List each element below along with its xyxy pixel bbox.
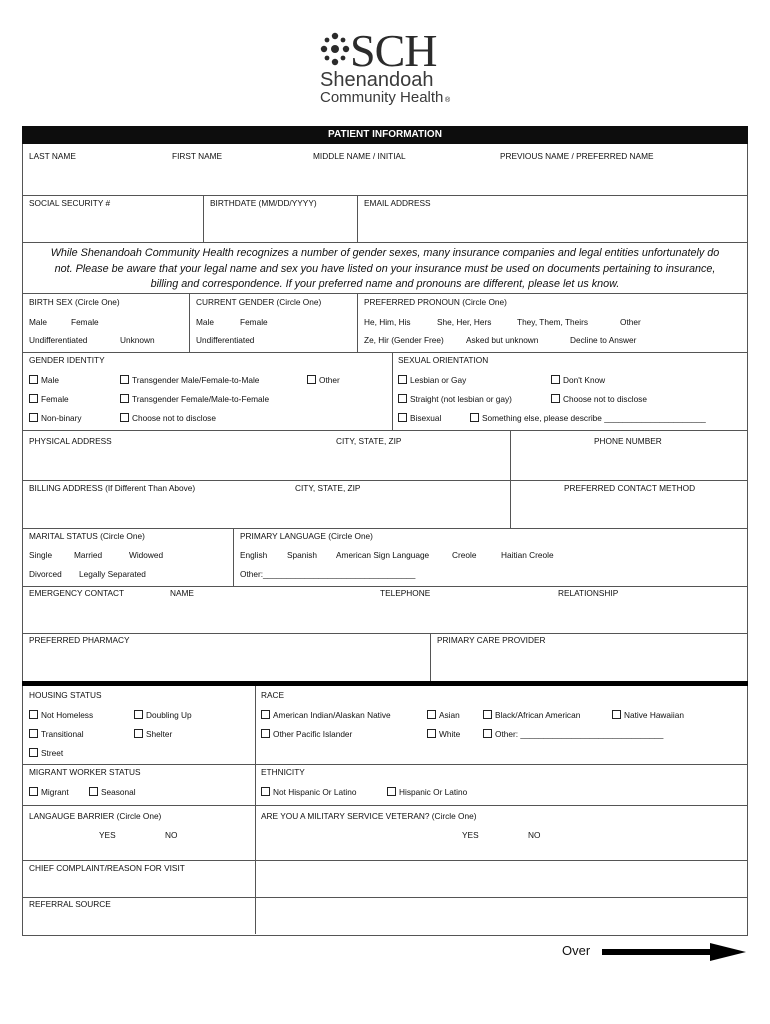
veteran-label: ARE YOU A MILITARY SERVICE VETERAN? (Circle One) [261,811,477,821]
billing-address-field[interactable] [24,496,508,526]
housing-doubling-checkbox[interactable] [134,710,192,719]
housing-shelter-checkbox[interactable] [134,729,172,738]
billing-address-label: BILLING ADDRESS (If Different Than Above) [29,483,196,493]
current-gender-undiff[interactable]: Undifferentiated [196,335,255,345]
pronoun-decline[interactable]: Decline to Answer [570,335,637,345]
ethnicity-label: ETHNICITY [261,767,305,777]
marital-label: MARITAL STATUS (Circle One) [29,531,145,541]
language-asl[interactable]: American Sign Language [336,550,430,560]
logo-reg: ® [445,97,451,104]
so-dontknow-checkbox[interactable] [551,375,605,384]
pronoun-he[interactable]: He, Him, His [364,317,411,327]
patient-info-header: PATIENT INFORMATION [22,126,748,144]
migrant-migrant-text: Migrant [41,787,69,797]
emergency-label: EMERGENCY CONTACT [29,588,125,598]
checkbox-icon [29,787,38,796]
race-asian-checkbox[interactable] [427,710,460,719]
checkbox-icon [387,787,396,796]
so-choose-text: Choose not to disclose [563,394,647,404]
last-name-label: LAST NAME [29,151,76,161]
birth-sex-female[interactable]: Female [71,317,99,327]
checkbox-icon [398,413,407,422]
birthdate-label: BIRTHDATE (MM/DD/YYYY) [210,198,317,208]
housing-not-homeless-checkbox[interactable] [29,710,93,719]
race-black-checkbox[interactable] [483,710,580,719]
race-pacific-text: Other Pacific Islander [273,729,353,739]
notice-line-3: billing and correspondence. If your preferred name and pronouns are different, please let us know. [150,278,620,290]
gi-male-checkbox[interactable] [29,375,59,384]
gi-other-text: Other [319,375,340,385]
checkbox-icon [483,710,492,719]
checkbox-icon [427,729,436,738]
gi-male-text: Male [41,375,59,385]
checkbox-icon [261,710,270,719]
housing-not-homeless-text: Not Homeless [41,710,94,720]
so-bisexual-checkbox[interactable] [398,413,441,422]
emergency-field[interactable] [24,601,746,631]
housing-doubling-text: Doubling Up [146,710,192,720]
logo-sub: Community Health [320,89,444,106]
checkbox-icon [29,748,38,757]
contact-method-field[interactable] [512,496,745,526]
race-white-text: White [439,729,461,739]
checkbox-icon [261,787,270,796]
housing-transitional-checkbox[interactable] [29,729,84,738]
physical-address-field[interactable] [24,449,508,477]
race-aian-checkbox[interactable] [261,710,391,719]
current-gender-female[interactable]: Female [240,317,268,327]
over-label: Over [562,943,591,958]
so-something-text: Something else, please describe ______________________ [482,413,706,423]
checkbox-icon [120,394,129,403]
notice-line-1: While Shenandoah Community Health recognizes a number of gender sexes, many insurance companies and legal entities unfortunately do [50,247,720,259]
pronoun-she[interactable]: She, Her, Hers [437,317,492,327]
phone-field[interactable] [512,449,745,477]
checkbox-icon [134,710,143,719]
housing-transitional-text: Transitional [41,729,84,739]
marital-married[interactable]: Married [74,550,103,560]
pharmacy-field[interactable] [24,648,428,678]
referral-field[interactable] [24,912,746,933]
language-creole[interactable]: Creole [452,550,477,560]
race-hawaiian-checkbox[interactable] [612,710,684,719]
checkbox-icon [612,710,621,719]
pronoun-ze[interactable]: Ze, Hir (Gender Free) [364,335,444,345]
housing-street-checkbox[interactable] [29,748,63,757]
arrow-right-icon [602,941,748,963]
migrant-seasonal-text: Seasonal [101,787,136,797]
checkbox-icon [89,787,98,796]
housing-street-text: Street [41,748,64,758]
checkbox-icon [470,413,479,422]
pronoun-they[interactable]: They, Them, Theirs [517,317,589,327]
checkbox-icon [134,729,143,738]
checkbox-icon [261,729,270,738]
checkbox-icon [29,413,38,422]
current-gender-male[interactable]: Male [196,317,214,327]
checkbox-icon [551,375,560,384]
birthdate-field[interactable] [205,210,355,240]
so-lesbian-text: Lesbian or Gay [410,375,467,385]
gender-identity-label: GENDER IDENTITY [29,355,105,365]
ethnicity-not-hispanic-checkbox[interactable] [261,787,356,796]
logo-mark-icon [320,32,350,66]
birth-sex-male[interactable]: Male [29,317,47,327]
ethnicity-hispanic-text: Hispanic Or Latino [399,787,468,797]
checkbox-icon [551,394,560,403]
marital-single[interactable]: Single [29,550,53,560]
checkbox-icon [398,375,407,384]
pcp-field[interactable] [432,648,745,678]
email-label: EMAIL ADDRESS [364,198,431,208]
so-bisexual-text: Bisexual [410,413,442,423]
checkbox-icon [120,413,129,422]
emergency-telephone-label: TELEPHONE [380,588,431,598]
pcp-label: PRIMARY CARE PROVIDER [437,635,546,645]
race-asian-text: Asian [439,710,460,720]
complaint-field[interactable] [24,876,746,896]
language-label: PRIMARY LANGUAGE (Circle One) [240,531,373,541]
race-black-text: Black/African American [495,710,581,720]
pronoun-asked[interactable]: Asked but unknown [466,335,539,345]
checkbox-icon [307,375,316,384]
checkbox-icon [29,394,38,403]
veteran-yes[interactable]: YES [462,830,479,840]
logo-name: Shenandoah [320,69,434,91]
checkbox-icon [29,729,38,738]
gi-nonbinary-text: Non-binary [41,413,82,423]
emergency-relationship-label: RELATIONSHIP [558,588,619,598]
middle-name-label: MIDDLE NAME / INITIAL [313,151,406,161]
gi-other-checkbox[interactable] [307,375,340,384]
ethnicity-not-hispanic-text: Not Hispanic Or Latino [273,787,357,797]
orientation-label: SEXUAL ORIENTATION [398,355,489,365]
gi-choose-text: Choose not to disclose [132,413,216,423]
checkbox-icon [398,394,407,403]
migrant-migrant-checkbox[interactable] [29,787,69,796]
pronoun-label: PREFERRED PRONOUN (Circle One) [364,297,507,307]
race-label: RACE [261,690,285,700]
checkbox-icon [483,729,492,738]
so-straight-text: Straight (not lesbian or gay) [410,394,512,404]
birth-sex-unknown[interactable]: Unknown [120,335,155,345]
race-hawaiian-text: Native Hawaiian [624,710,684,720]
gi-nonbinary-checkbox[interactable] [29,413,82,422]
race-pacific-checkbox[interactable] [261,729,352,738]
name-input-area[interactable] [24,164,746,194]
checkbox-icon [29,375,38,384]
current-gender-label: CURRENT GENDER (Circle One) [196,297,322,307]
section-divider [22,681,748,686]
birth-sex-undiff[interactable]: Undifferentiated [29,335,88,345]
gi-choose-checkbox[interactable] [120,413,216,422]
physical-city-label: CITY, STATE, ZIP [336,436,402,446]
housing-label: HOUSING STATUS [29,690,102,700]
language-haitian[interactable]: Haitian Creole [501,550,554,560]
gi-tfm-checkbox[interactable] [120,394,269,403]
so-dontknow-text: Don't Know [563,375,606,385]
language-english[interactable]: English [240,550,268,560]
so-something-checkbox[interactable] [470,413,706,422]
gi-female-checkbox[interactable] [29,394,69,403]
race-other-text: Other: _______________________________ [495,729,664,739]
phone-label: PHONE NUMBER [594,436,662,446]
logo [318,25,458,108]
marital-divorced[interactable]: Divorced [29,569,62,579]
marital-separated[interactable]: Legally Separated [79,569,146,579]
race-white-checkbox[interactable] [427,729,460,738]
contact-method-label: PREFERRED CONTACT METHOD [564,483,696,493]
referral-label: REFERRAL SOURCE [29,899,111,909]
notice-line-2: not. Please be aware that your legal name and sex you have listed on your insurance must be used on documents pertaining to insurance, [54,262,716,275]
barrier-no[interactable]: NO [165,830,178,840]
barrier-label: LANGAUGE BARRIER (Circle One) [29,811,162,821]
barrier-yes[interactable]: YES [99,830,116,840]
so-lesbian-checkbox[interactable] [398,375,466,384]
housing-shelter-text: Shelter [146,729,173,739]
first-name-label: FIRST NAME [172,151,223,161]
complaint-label: CHIEF COMPLAINT/REASON FOR VISIT [29,863,185,873]
veteran-no[interactable]: NO [528,830,541,840]
gi-tmf-checkbox[interactable] [120,375,259,384]
race-other-checkbox[interactable] [483,729,663,738]
ethnicity-hispanic-checkbox[interactable] [387,787,467,796]
marital-widowed[interactable]: Widowed [129,550,164,560]
ssn-label: SOCIAL SECURITY # [29,198,111,208]
race-aian-text: American Indian/Alaskan Native [273,710,391,720]
gender-notice [22,246,748,293]
gi-tmf-text: Transgender Male/Female-to-Male [132,375,260,385]
email-field[interactable] [359,210,745,240]
previous-name-label: PREVIOUS NAME / PREFERRED NAME [500,151,654,161]
physical-address-label: PHYSICAL ADDRESS [29,436,112,446]
pronoun-other[interactable]: Other [620,317,641,327]
emergency-name-label: NAME [170,588,194,598]
ssn-field[interactable] [24,210,202,240]
so-straight-checkbox[interactable] [398,394,512,403]
checkbox-icon [29,710,38,719]
pharmacy-label: PREFERRED PHARMACY [29,635,130,645]
logo-abbr: SCH [350,25,437,76]
checkbox-icon [120,375,129,384]
language-other[interactable]: Other:_________________________________ [240,569,416,579]
gi-female-text: Female [41,394,69,404]
language-spanish[interactable]: Spanish [287,550,317,560]
checkbox-icon [427,710,436,719]
so-choose-checkbox[interactable] [551,394,647,403]
gi-tfm-text: Transgender Female/Male-to-Female [132,394,270,404]
billing-city-label: CITY, STATE, ZIP [295,483,361,493]
migrant-label: MIGRANT WORKER STATUS [29,767,141,777]
birth-sex-label: BIRTH SEX (Circle One) [29,297,120,307]
migrant-seasonal-checkbox[interactable] [89,787,136,796]
